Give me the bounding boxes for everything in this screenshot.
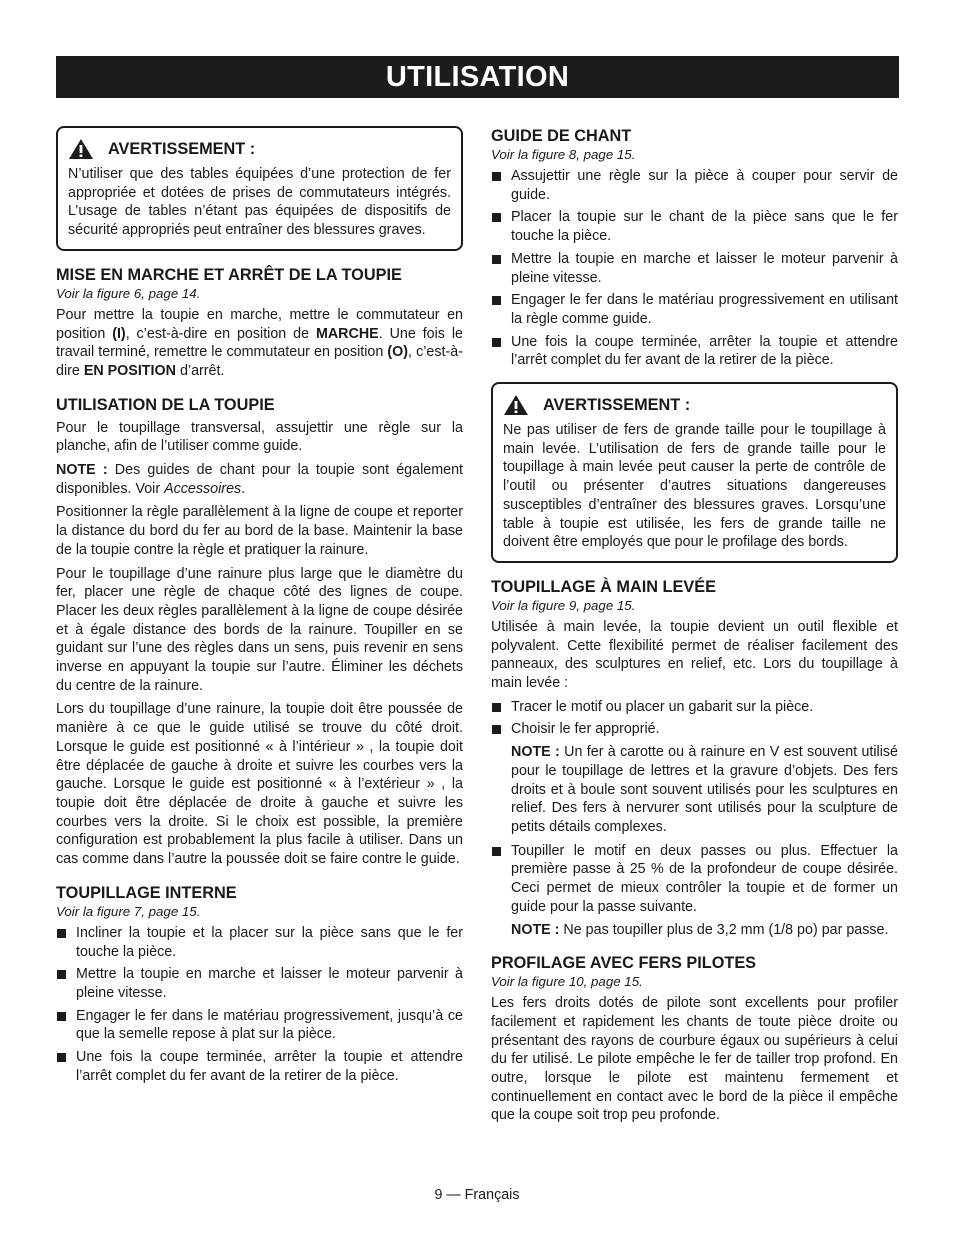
bullet-list (491, 698, 898, 739)
square-bullet-icon (492, 338, 501, 347)
warning-title: AVERTISSEMENT : (108, 140, 256, 158)
square-bullet-icon (492, 172, 501, 181)
figure-reference: Voir la figure 7, page 15. (56, 903, 201, 919)
square-bullet-icon (492, 725, 501, 734)
figure-reference: Voir la figure 8, page 15. (491, 147, 636, 162)
page-title: UTILISATION (56, 56, 899, 98)
warning-text: Ne pas utiliser de fers de grande taille pour le toupillage à main levée. L’utilisation de fers de grande taille pour le toupillage à main levée peut causer la perte de contrôle de l’outil ou présenter d’autres situations dangereuses susceptibles d’entraîner des blessures graves. Lorsqu’une table à toupie est utilisée, les fers de grande taille ne doivent être employés que pour le profilage des bords. (503, 422, 886, 551)
list-item: Tracer le motif ou placer un gabarit sur la pièce. (491, 698, 898, 717)
note: NOTE : Des guides de chant pour la toupie sont également disponibles. Voir Accessoires. (56, 462, 463, 497)
note: NOTE : Ne pas toupiller plus de 3,2 mm (1/8 po) par passe. (511, 921, 889, 938)
paragraph: Pour le toupillage transversal, assujettir une règle sur la planche, afin de l’utiliser comme guide. (56, 419, 463, 455)
section-title-utilisation: UTILISATION DE LA TOUPIE (56, 395, 275, 414)
section-title-guide: GUIDE DE CHANT (491, 127, 632, 145)
figure-reference: Voir la figure 10, page 15. (491, 974, 643, 990)
square-bullet-icon (57, 1053, 66, 1062)
list-item: Engager le fer dans le matériau progressivement, jusqu’à ce que la semelle repose à plat sur la pièce. (56, 1007, 463, 1044)
note: NOTE : Un fer à carotte ou à rainure en V est souvent utilisé pour le toupillage de lettres et la gravure d’objets. Des fers droits et à boule sont souvent utilisés pour les sculptures en relief. Des fers à nervurer sont utilisés pour la sculpture de petits détails complexes. (511, 744, 899, 835)
square-bullet-icon (492, 213, 501, 222)
figure-reference: Voir la figure 9, page 15. (491, 597, 636, 613)
square-bullet-icon (492, 703, 501, 712)
warning-triangle-icon (68, 138, 94, 160)
section-title-interne: TOUPILLAGE INTERNE (56, 883, 237, 902)
paragraph: Lors du toupillage d’une rainure, la toupie doit être poussée de manière à ce que le guide utilisé se trouve du côté droit. Lorsque le guide est positionné « à l’intérieur » , la toupie doit être déplacée de gauche à droite et suivre les courbes vers la gauche. Lorsque le guide est positionné « à l’extérieur » , la toupie doit être déplacée de droite à gauche et suivre les courbes vers la droite. Si le choix est possible, la première configuration est probablement la plus facile à utiliser. Dans un cas comme dans l’autre la poussée doit se faire contre le guide. (56, 701, 463, 868)
square-bullet-icon (57, 970, 66, 979)
square-bullet-icon (492, 255, 501, 264)
list-item: Incliner la toupie et la placer sur la pièce sans que le fer touche la pièce. (56, 924, 463, 961)
list-item: Toupiller le motif en deux passes ou plus. Effectuer la première passe à 25 % de la profondeur de coupe désirée. Ceci permet de mieux contrôler la toupie et de former un guide pour la passe suivante. (491, 842, 898, 917)
list-item: Une fois la coupe terminée, arrêter la toupie et attendre l’arrêt complet du fer avant de la retirer de la pièce. (491, 333, 898, 370)
list-item: Une fois la coupe terminée, arrêter la toupie et attendre l’arrêt complet du fer avant de la retirer de la pièce. (56, 1048, 463, 1085)
left-column (56, 126, 463, 1089)
paragraph: Utilisée à main levée, la toupie devient un outil flexible et polyvalent. Cette flexibilité permet de réaliser facilement des panneaux, des sculptures en relief, etc. Lors du toupillage à main levée : (491, 618, 898, 692)
page-number: 9 — Français (434, 1187, 520, 1203)
warning-box (56, 126, 463, 251)
warning-title: AVERTISSEMENT : (543, 396, 691, 415)
square-bullet-icon (57, 1012, 66, 1021)
paragraph: Les fers droits dotés de pilote sont excellents pour profiler facilement et rapidement les chants de toute pièce droite ou présentant des rayons de courbure égaux ou supérieurs à celui du fer utilisé. Le pilote empêche le fer de tailler trop profond. En outre, lorsque le pilote est maintenu fermement et continuellement en contact avec le bord de la pièce il empêche que la coupe soit trop peu profonde. (491, 995, 898, 1124)
list-item: Mettre la toupie en marche et laisser le moteur parvenir à pleine vitesse. (491, 250, 898, 287)
list-item: Choisir le fer approprié. (491, 720, 898, 739)
warning-text: N’utiliser que des tables équipées d’une protection de fer appropriée et dotées de prises de commutateurs intégrés. L’usage de tables n’étant pas équipées de dispositifs de sécurité appropriés peut entraîner des blessures graves. (68, 166, 451, 239)
square-bullet-icon (57, 929, 66, 938)
bullet-list (491, 167, 898, 370)
section-title-main-levee: TOUPILLAGE À MAIN LEVÉE (491, 577, 716, 596)
list-item: Placer la toupie sur le chant de la pièce sans que le fer touche la pièce. (491, 208, 898, 245)
paragraph: Pour le toupillage d’une rainure plus large que le diamètre du fer, placer une règle de chaque côté des lignes de coupe. Placer les deux règles parallèlement à la ligne de coupe désirée et à égale distance des bords de la rainure. Toupiller en se guidant sur l’une des règles dans un sens, puis revenir en sens inverse en appuyant la toupie sur l’autre. Éliminer les déchets du centre de la rainure. (56, 565, 463, 694)
paragraph-marche: Pour mettre la toupie en marche, mettre le commutateur en position (I), c’est-à-dire en position de MARCHE. Une fois le travail terminé, remettre le commutateur en position (O), c’est-à-dire EN POSITION d’arrêt. (56, 306, 463, 379)
figure-reference: Voir la figure 6, page 14. (56, 285, 201, 301)
section-title-profilage: PROFILAGE AVEC FERS PILOTES (491, 954, 757, 973)
warning-triangle-icon (503, 394, 529, 416)
paragraph: Positionner la règle parallèlement à la ligne de coupe et reporter la distance du bord du fer au bord de la base. Maintenir la base de la toupie contre la règle et pratiquer la rainure. (56, 504, 463, 558)
bullet-list (491, 842, 898, 917)
section-title-marche: MISE EN MARCHE ET ARRÊT DE LA TOUPIE (56, 265, 402, 284)
list-item: Assujettir une règle sur la pièce à couper pour servir de guide. (491, 167, 898, 204)
right-column (491, 126, 898, 1130)
list-item: Engager le fer dans le matériau progressivement en utilisant la règle comme guide. (491, 291, 898, 328)
warning-box (491, 382, 898, 563)
list-item: Mettre la toupie en marche et laisser le moteur parvenir à pleine vitesse. (56, 965, 463, 1002)
square-bullet-icon (492, 847, 501, 856)
square-bullet-icon (492, 296, 501, 305)
bullet-list (56, 924, 463, 1086)
